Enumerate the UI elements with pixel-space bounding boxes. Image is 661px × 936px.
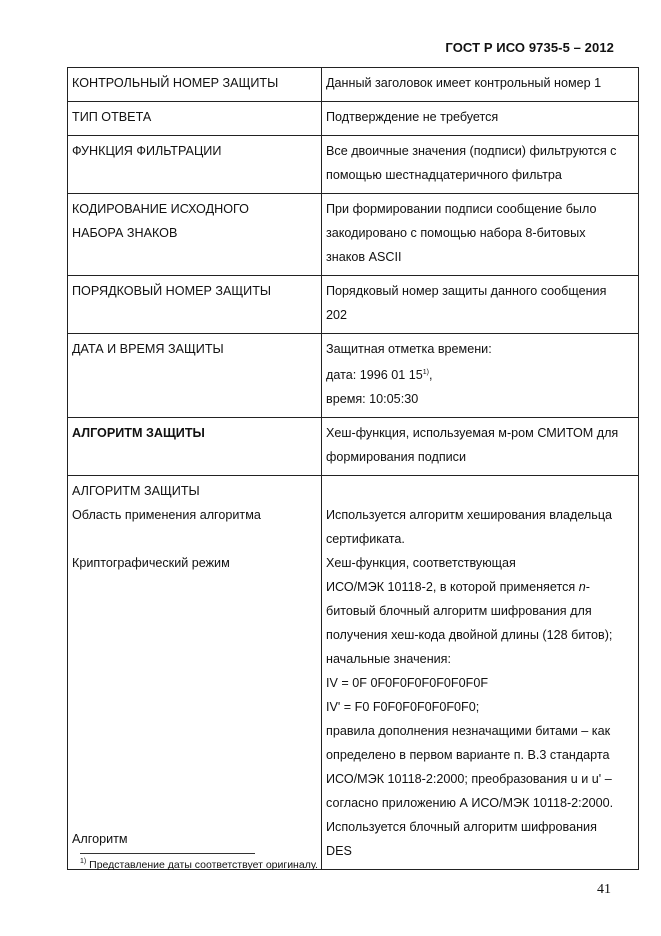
date-line: дата: 1996 01 15$^{1)}$, bbox=[326, 368, 433, 382]
row-value bbox=[322, 334, 639, 418]
value-line: Защитная отметка времени: bbox=[326, 342, 492, 356]
mode-label: Криптографический режим bbox=[72, 556, 230, 570]
mode-value-line: битовый блочный алгоритм шифрования для bbox=[326, 604, 592, 618]
row-value bbox=[322, 194, 639, 276]
value-line: помощью шестнадцатеричного фильтра bbox=[326, 168, 562, 182]
mode-value-line: Хеш-функция, соответствующая bbox=[326, 556, 516, 570]
date-text: дата: 1996 01 15 bbox=[326, 368, 423, 382]
table-row bbox=[68, 68, 639, 102]
value-line: Все двоичные значения (подписи) фильтруются с bbox=[326, 144, 617, 158]
table-row bbox=[68, 476, 639, 870]
row-key bbox=[68, 194, 322, 276]
page-number: 41 bbox=[597, 882, 611, 897]
table-row bbox=[68, 418, 639, 476]
value-line: 202 bbox=[326, 308, 348, 322]
row-key: АЛГОРИТМ ЗАЩИТЫ bbox=[68, 418, 322, 476]
mode-value-line: правила дополнения незначащими битами – как bbox=[326, 724, 611, 738]
mode-value-line: начальные значения: bbox=[326, 652, 451, 666]
mode-value-line: определено в первом варианте п. В.3 стандарта bbox=[326, 748, 610, 762]
row-value: Подтверждение не требуется bbox=[322, 102, 639, 136]
key-line: КОДИРОВАНИЕ ИСХОДНОГО bbox=[72, 202, 249, 216]
row-key: КОНТРОЛЬНЫЙ НОМЕР ЗАЩИТЫ bbox=[68, 68, 322, 102]
value-line: закодировано с помощью набора 8-битовых bbox=[326, 226, 586, 240]
algorithm-title: АЛГОРИТМ ЗАЩИТЫ bbox=[72, 484, 200, 498]
document-header: ГОСТ Р ИСО 9735-5 – 2012 bbox=[445, 40, 614, 55]
row-value bbox=[322, 136, 639, 194]
value-line: время: 10:05:30 bbox=[326, 392, 419, 406]
footnote-divider bbox=[80, 853, 255, 854]
scope-value-line: Используется алгоритм хеширования владельца bbox=[326, 508, 613, 522]
scope-value-line: сертификата. bbox=[326, 532, 405, 546]
mode-value-line: ИСО/МЭК 10118-2:2000; преобразования u и u' – bbox=[326, 772, 612, 786]
table-row bbox=[68, 334, 639, 418]
mode-text: ИСО/МЭК 10118-2, в которой применяется bbox=[326, 580, 576, 594]
n-suffix: - bbox=[585, 580, 590, 594]
table-row bbox=[68, 102, 639, 136]
mode-value-line bbox=[326, 575, 634, 599]
key-line: НАБОРА ЗНАКОВ bbox=[72, 226, 178, 240]
algorithm-keys bbox=[68, 476, 322, 870]
mode-value-line: IV' = F0 F0F0F0F0F0F0F0; bbox=[326, 700, 480, 714]
footnote-mark: 1) bbox=[80, 858, 87, 865]
scope-label: Область применения алгоритма bbox=[72, 508, 261, 522]
spacer bbox=[326, 479, 634, 503]
footnote-text: Представление даты соответствует оригиналу. bbox=[89, 859, 318, 871]
value-line: Хеш-функция, используемая м-ром СМИТОМ для bbox=[326, 426, 619, 440]
row-key: ФУНКЦИЯ ФИЛЬТРАЦИИ bbox=[68, 136, 322, 194]
spacer bbox=[72, 575, 317, 827]
row-value bbox=[322, 418, 639, 476]
row-value: Данный заголовок имеет контрольный номер 1 bbox=[322, 68, 639, 102]
row-key: ПОРЯДКОВЫЙ НОМЕР ЗАЩИТЫ bbox=[68, 276, 322, 334]
mode-value-line: согласно приложению А ИСО/МЭК 10118-2:2000. bbox=[326, 796, 614, 810]
footnote bbox=[80, 858, 318, 871]
mode-value-line: IV = 0F 0F0F0F0F0F0F0F0F bbox=[326, 676, 489, 690]
algo-value-line: DES bbox=[326, 844, 352, 858]
row-key: ТИП ОТВЕТА bbox=[68, 102, 322, 136]
value-line: Порядковый номер защиты данного сообщения bbox=[326, 284, 607, 298]
security-params-table bbox=[67, 67, 639, 870]
algorithm-values bbox=[322, 476, 639, 870]
value-line: При формировании подписи сообщение было bbox=[326, 202, 597, 216]
algo-value-line: Используется блочный алгоритм шифрования bbox=[326, 820, 597, 834]
value-line: знаков ASCII bbox=[326, 250, 402, 264]
value-line: формирования подписи bbox=[326, 450, 467, 464]
spacer bbox=[72, 527, 317, 551]
row-key: ДАТА И ВРЕМЯ ЗАЩИТЫ bbox=[68, 334, 322, 418]
row-value bbox=[322, 276, 639, 334]
algo-label: Алгоритм bbox=[72, 832, 128, 846]
table-row bbox=[68, 194, 639, 276]
table-row bbox=[68, 136, 639, 194]
mode-value-line: получения хеш-кода двойной длины (128 битов); bbox=[326, 628, 613, 642]
n-italic: n bbox=[578, 580, 586, 594]
footnote-ref: 1) bbox=[422, 369, 429, 376]
table-row bbox=[68, 276, 639, 334]
